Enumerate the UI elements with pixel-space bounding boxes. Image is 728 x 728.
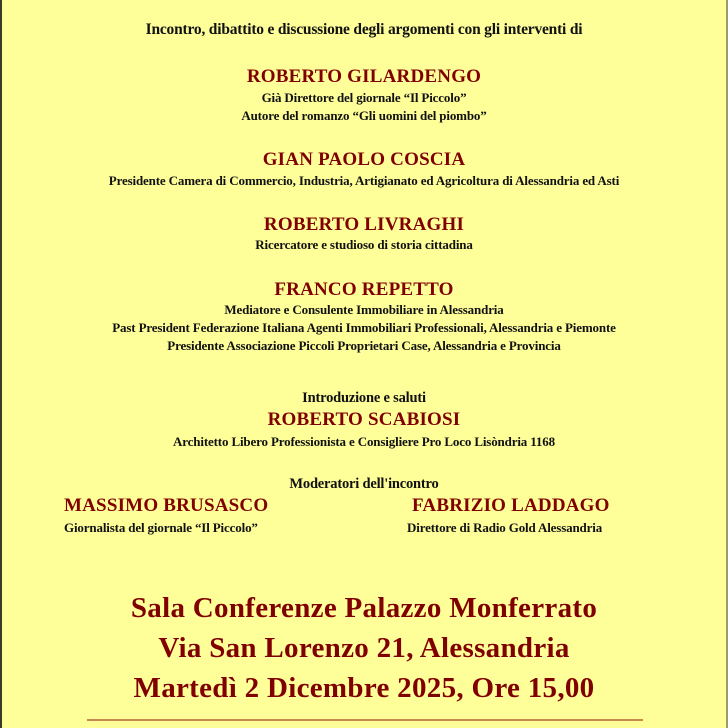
speaker-name: ROBERTO GILARDENGO: [246, 66, 482, 87]
speaker-name: FRANCO REPETTO: [274, 279, 454, 300]
moderator-name: MASSIMO BRUSASCO: [64, 495, 269, 516]
speaker-role: Presidente Associazione Piccoli Proprietari Case, Alessandria e Provincia: [167, 338, 561, 353]
moderators-label: Moderatori dell'incontro: [289, 476, 439, 492]
speaker-role: Mediatore e Consulente Immobiliare in Alessandria: [224, 302, 504, 317]
speaker-role: Autore del romanzo “Gli uomini del piombo”: [241, 108, 487, 123]
venue-place: Sala Conferenze Palazzo Monferrato: [130, 592, 598, 624]
introduction-name: ROBERTO SCABIOSI: [267, 409, 461, 430]
speaker-role: Già Direttore del giornale “Il Piccolo”: [261, 90, 467, 105]
intro-text: Incontro, dibattito e discussione degli argomenti con gli interventi di: [145, 21, 583, 38]
introduction-role: Architetto Libero Professionista e Consigliere Pro Loco Lisòndria 1168: [173, 434, 555, 449]
speaker-name: GIAN PAOLO COSCIA: [262, 149, 466, 170]
speaker-name: ROBERTO LIVRAGHI: [263, 214, 465, 235]
speaker-role: Ricercatore e studioso di storia cittadina: [255, 237, 473, 252]
venue-address: Via San Lorenzo 21, Alessandria: [158, 632, 570, 664]
moderator-role: Giornalista del giornale “Il Piccolo”: [64, 520, 258, 535]
introduction-label: Introduzione e saluti: [302, 390, 426, 406]
speaker-role: Past President Federazione Italiana Agenti Immobiliari Professionali, Alessandria e Piemonte: [112, 320, 616, 335]
moderator-name: FABRIZIO LADDAGO: [412, 495, 610, 516]
moderator-role: Direttore di Radio Gold Alessandria: [407, 520, 603, 535]
bottom-divider: [87, 719, 643, 721]
speaker-role: Presidente Camera di Commercio, Industria, Artigianato ed Agricoltura di Alessandria ed Asti: [108, 173, 620, 188]
venue-datetime: Martedì 2 Dicembre 2025, Ore 15,00: [133, 672, 595, 704]
